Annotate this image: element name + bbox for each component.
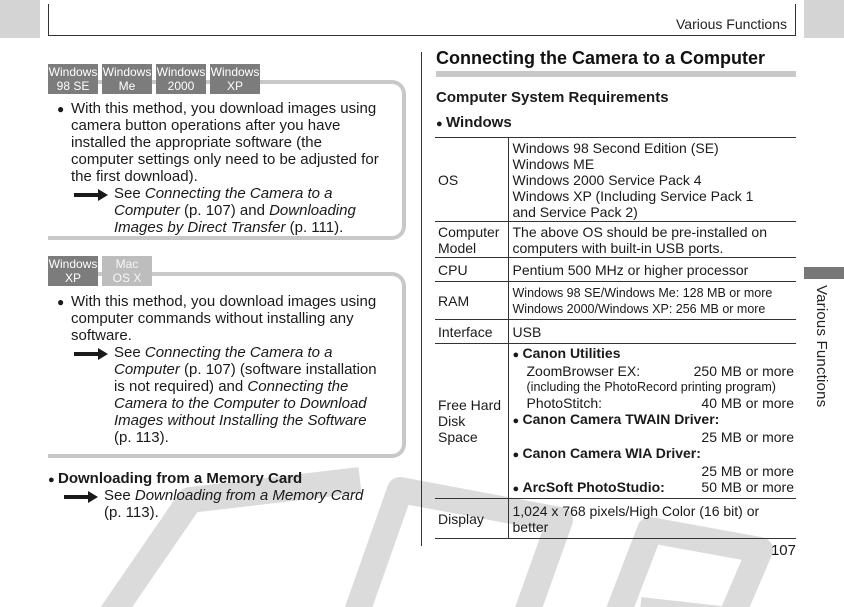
badge-line2: XP — [64, 271, 81, 285]
bullet-icon: ● — [57, 102, 65, 116]
header-title: Various Functions — [675, 16, 787, 32]
bullet-icon: ● — [436, 118, 443, 130]
os-badge — [102, 64, 152, 94]
box1-description — [71, 100, 379, 185]
group-title: Canon Utilities — [522, 345, 621, 361]
os-badge — [210, 64, 260, 94]
memory-card-heading — [48, 470, 302, 487]
page-header — [48, 4, 796, 36]
bullet-icon: ● — [512, 415, 520, 427]
text-line: computer settings only need to be adjusted for — [71, 151, 379, 168]
row-label: Interface — [435, 320, 508, 344]
item-size: 40 MB or more — [701, 395, 794, 411]
arrow-right-icon — [74, 189, 108, 201]
box2-description — [71, 293, 376, 344]
side-tab-marker — [804, 267, 844, 279]
table-row — [435, 320, 796, 344]
badge-line1: Windows — [48, 65, 98, 79]
value-line: The above OS should be pre-installed on — [512, 223, 767, 240]
box1-see-reference — [114, 185, 356, 236]
label-line: Free Hard — [438, 397, 502, 413]
row-value — [508, 222, 796, 258]
value-line: Windows 2000/Windows XP: 256 MB or more — [512, 301, 766, 316]
link-title[interactable]: Images without Installing the Software — [114, 412, 367, 429]
table-row — [435, 222, 796, 258]
text-fragment: is not required) and — [114, 378, 248, 395]
os-badge — [102, 256, 152, 286]
badge-line2: 98 SE — [56, 79, 90, 93]
badge-line2: XP — [226, 79, 243, 93]
link-title[interactable]: Computer — [114, 202, 180, 219]
text-fragment: (p. 107) and — [179, 202, 270, 219]
corner-tab-right — [804, 0, 844, 38]
badge-line2: Me — [118, 79, 136, 93]
text-line: With this method, you download images using — [71, 293, 377, 310]
badge-line1: Windows — [210, 65, 260, 79]
memory-card-see-reference — [104, 487, 363, 521]
badge-line2: 2000 — [167, 79, 195, 93]
os-badges-box1 — [48, 64, 260, 94]
link-title[interactable]: Downloading — [269, 202, 356, 219]
label-line: Space — [438, 429, 478, 445]
arrow-right-icon — [74, 348, 108, 360]
text-line: With this method, you download images using — [71, 100, 377, 117]
badge-line1: Mac — [115, 257, 139, 271]
bullet-icon: ● — [512, 483, 520, 495]
group-title: ArcSoft PhotoStudio: — [522, 479, 665, 495]
text-fragment: (p. 113). — [114, 429, 169, 446]
text-line: camera button operations after you have — [71, 117, 341, 134]
item-size: 50 MB or more — [701, 479, 794, 495]
row-value — [508, 138, 796, 222]
bullet-icon: ● — [512, 449, 520, 461]
disk-item — [513, 363, 795, 379]
row-value — [508, 282, 796, 320]
item-size: 250 MB or more — [693, 363, 794, 379]
label-line: Disk — [438, 413, 466, 429]
row-label — [435, 344, 508, 499]
section-rule — [436, 71, 796, 77]
link-title[interactable]: Connecting the — [247, 378, 349, 395]
link-title[interactable]: Connecting the Camera to a — [144, 185, 333, 202]
value-line: computers with built-in USB ports. — [512, 239, 724, 256]
table-row — [435, 282, 796, 320]
os-badge — [48, 256, 98, 286]
memory-card-heading-text: Downloading from a Memory Card — [58, 470, 303, 487]
text-line: the first download). — [71, 168, 198, 185]
value-line: Windows 2000 Service Pack 4 — [512, 171, 702, 188]
requirements-table — [435, 137, 796, 539]
table-row — [435, 344, 796, 499]
windows-heading — [436, 114, 512, 131]
row-label: OS — [435, 138, 508, 222]
requirements-heading: Computer System Requirements — [436, 89, 669, 106]
row-label: CPU — [435, 258, 508, 282]
item-size: 25 MB or more — [701, 429, 794, 445]
value-line: Windows 98 Second Edition (SE) — [512, 139, 719, 156]
link-title[interactable]: Computer — [114, 361, 180, 378]
badge-line1: Windows — [156, 65, 206, 79]
table-row — [435, 138, 796, 222]
value-line: and Service Pack 2) — [512, 203, 638, 220]
badge-line2: OS X — [112, 271, 142, 285]
text-line: installed the appropriate software (the — [71, 134, 322, 151]
side-tab-label: Various Functions — [813, 285, 830, 408]
arrow-right-icon — [64, 491, 98, 503]
bullet-icon: ● — [57, 295, 65, 309]
row-label: Display — [435, 499, 508, 539]
label-line: Model — [438, 239, 477, 256]
text-fragment: (p. 113). — [104, 504, 159, 521]
row-value: Pentium 500 MHz or higher processor — [508, 258, 796, 282]
badge-line1: Windows — [102, 65, 152, 79]
link-title[interactable]: Connecting the Camera to a — [144, 344, 333, 361]
os-badge — [156, 64, 206, 94]
see-label: See — [114, 344, 145, 361]
text-fragment: (p. 111). — [285, 219, 344, 236]
text-line: computer commands without installing any — [71, 310, 354, 327]
value-line: 1,024 x 768 pixels/High Color (16 bit) or — [512, 502, 760, 519]
link-title[interactable]: Camera to the Computer to Download — [114, 395, 367, 412]
section-title: Connecting the Camera to a Computer — [436, 48, 766, 68]
value-line: Windows 98 SE/Windows Me: 128 MB or more — [512, 285, 773, 300]
value-line: Windows ME — [512, 155, 595, 172]
row-label: RAM — [435, 282, 508, 320]
bullet-icon: ● — [48, 474, 55, 486]
row-value: USB — [508, 320, 796, 344]
item-name: ZoomBrowser EX: — [526, 363, 641, 379]
windows-heading-text: Windows — [446, 114, 512, 131]
value-line: Windows XP (Including Service Pack 1 — [512, 187, 754, 204]
disk-group — [513, 479, 795, 497]
badge-line1: Windows — [48, 257, 98, 271]
row-value — [508, 499, 796, 539]
row-value — [508, 344, 796, 499]
label-line: Computer — [438, 223, 500, 240]
see-label: See — [104, 487, 135, 504]
item-name: PhotoStitch: — [526, 395, 602, 411]
group-title: Canon Camera TWAIN Driver: — [522, 411, 720, 427]
page-number: 107 — [770, 542, 796, 559]
os-badge — [48, 64, 98, 94]
disk-item-note — [513, 379, 795, 395]
table-row — [435, 499, 796, 539]
text-fragment: (p. 107) (software installation — [179, 361, 377, 378]
table-row — [435, 258, 796, 282]
disk-group — [513, 445, 795, 463]
group-title: Canon Camera WIA Driver: — [522, 445, 701, 461]
disk-item — [513, 395, 795, 411]
os-badges-box2 — [48, 256, 152, 286]
item-size: 25 MB or more — [701, 463, 794, 479]
value-line: better — [512, 518, 549, 535]
box2-see-reference — [114, 344, 377, 446]
see-label: See — [114, 185, 145, 202]
column-divider — [421, 52, 422, 546]
corner-tab-left — [0, 0, 40, 38]
item-note: (including the PhotoRecord printing program) — [526, 380, 776, 394]
bullet-icon: ● — [512, 349, 520, 361]
disk-group — [513, 345, 795, 363]
link-title[interactable]: Images by Direct Transfer — [114, 219, 286, 236]
text-line: software. — [71, 327, 132, 344]
row-label — [435, 222, 508, 258]
link-title[interactable]: Downloading from a Memory Card — [134, 487, 364, 504]
disk-group — [513, 411, 795, 429]
